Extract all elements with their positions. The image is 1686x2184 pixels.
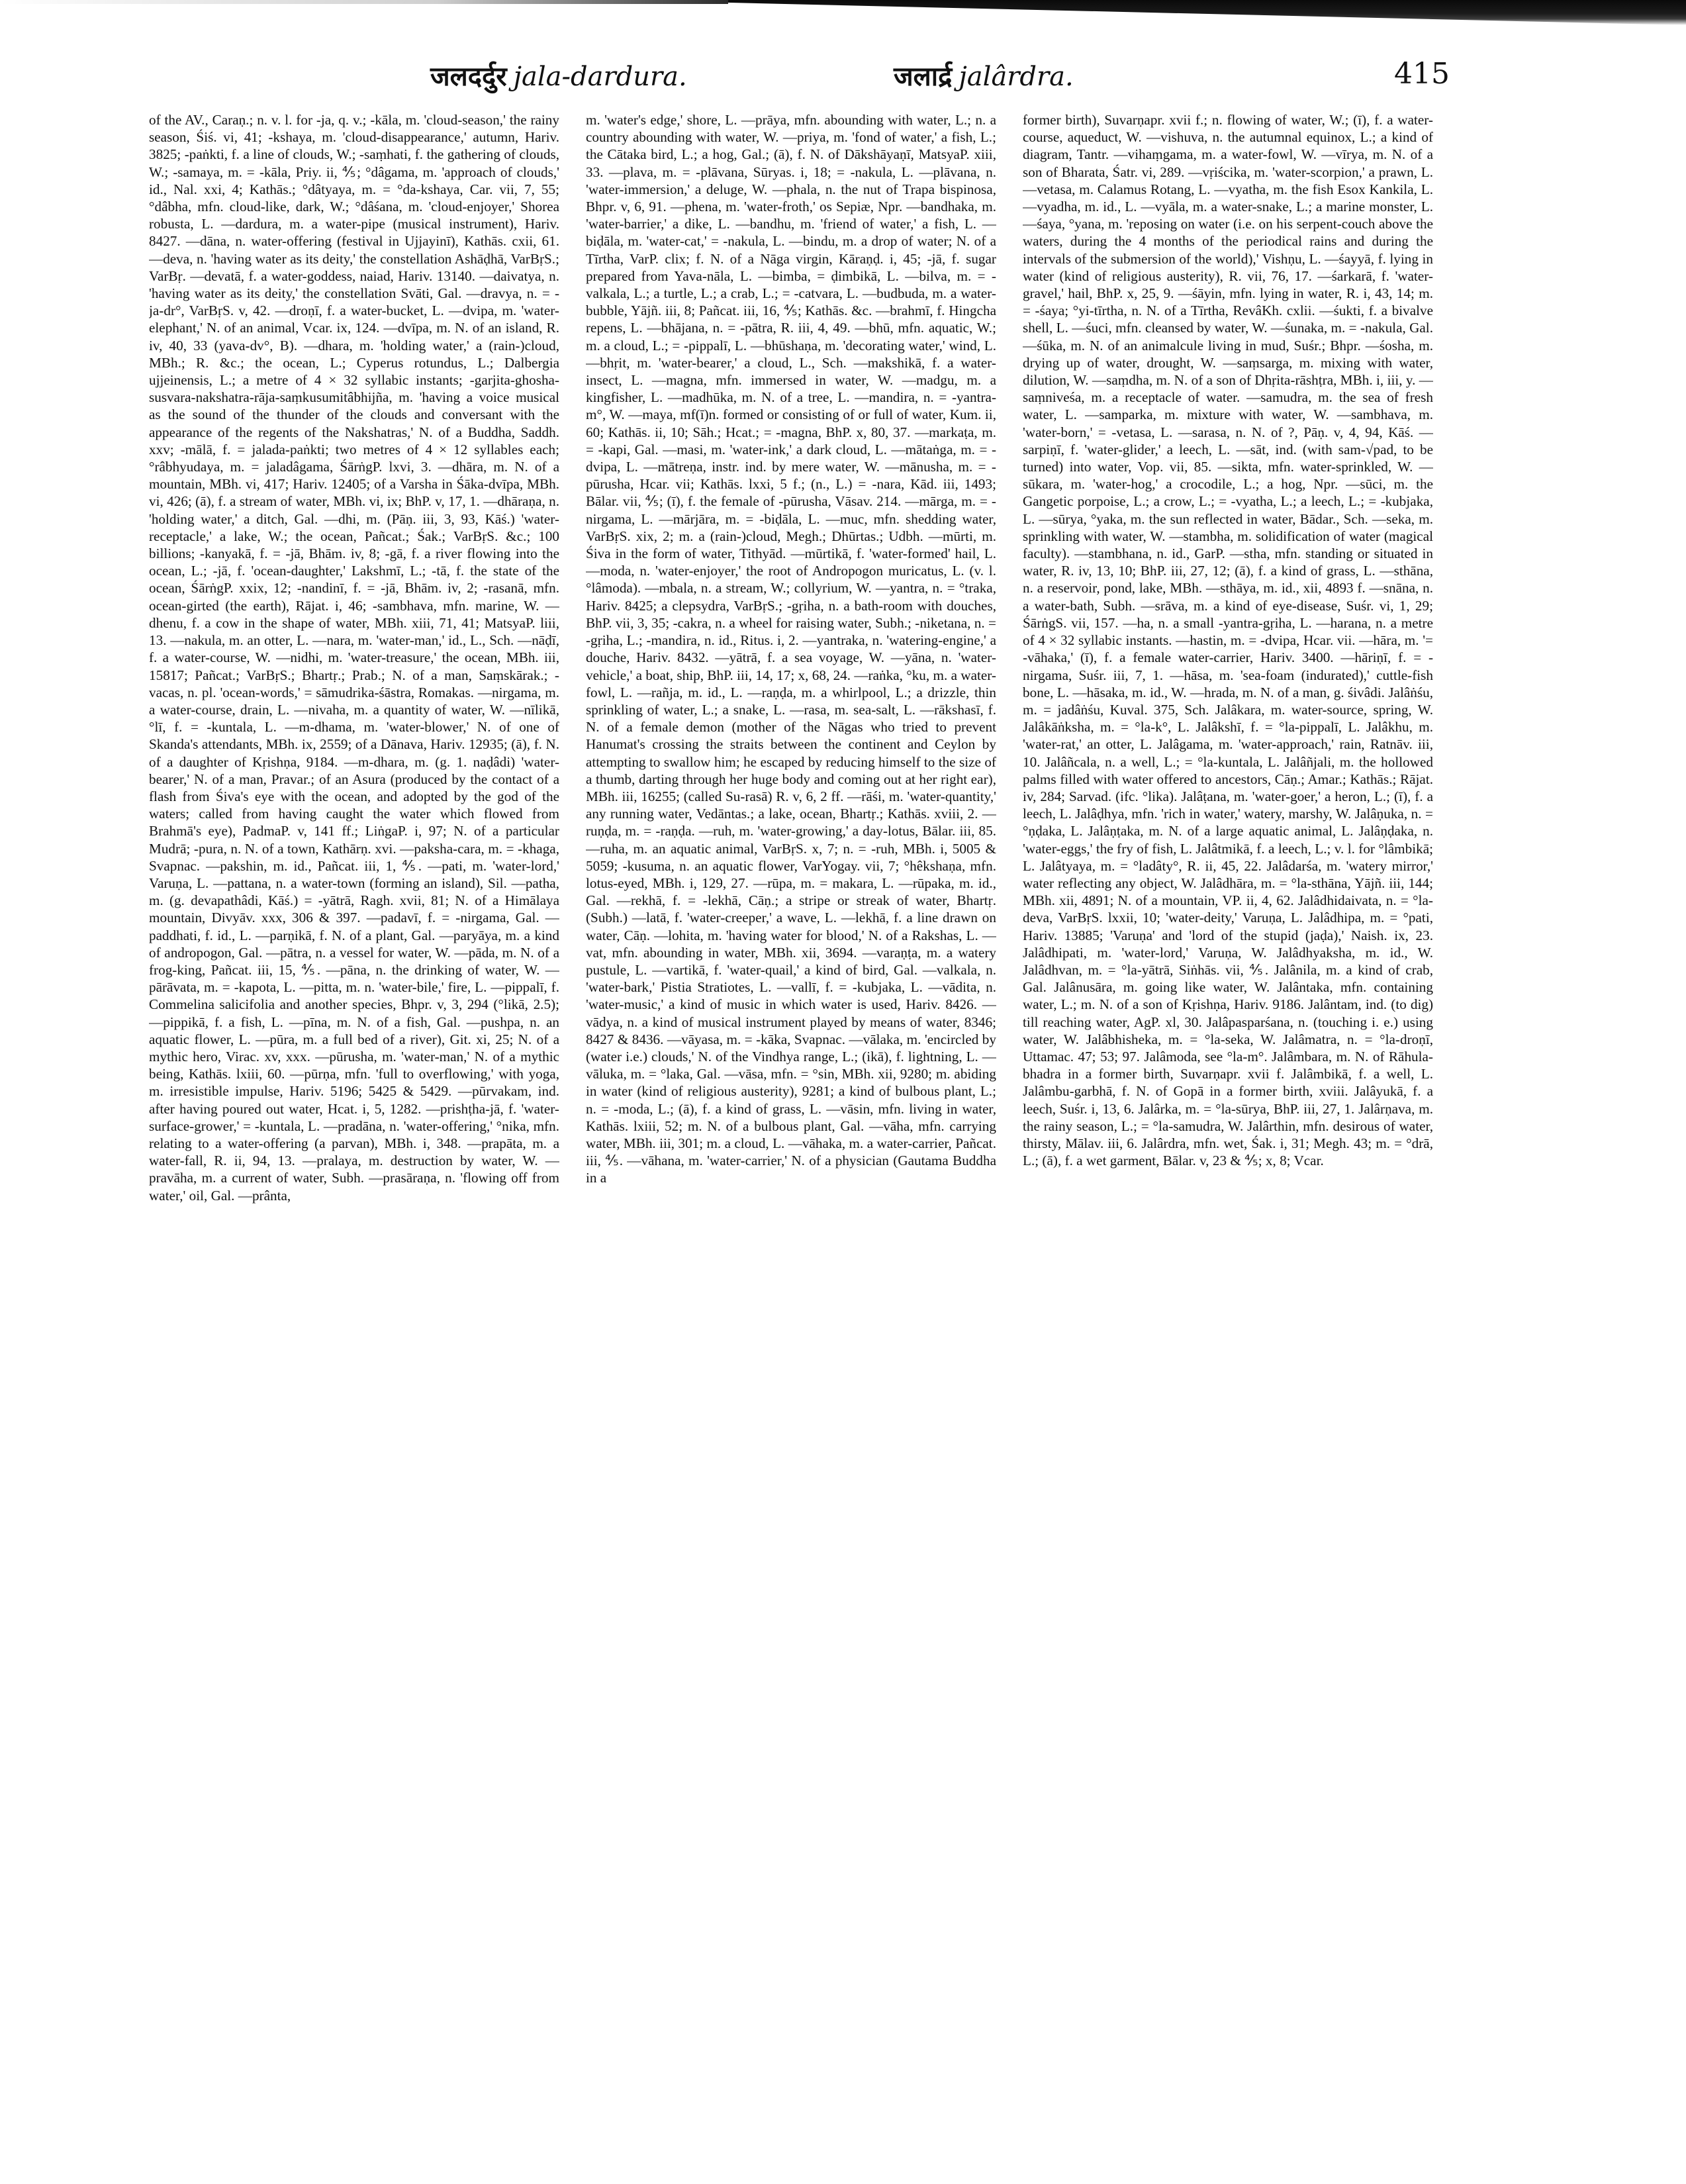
column-text: m. 'water's edge,' shore, L. —prāya, mfn. abounding with water, L.; n. a country abounding with water, W. —priya, m. 'fond of water,' a fish, L.; the Cātaka bird, L.; a hog, Gal.; (ā), f. N. of Dākshāyaṇī, MatsyaP. xiii, 33. —plava, m. = -plāvana, Sūryas. i, 18; = -nakula, L. —plāvana, n. 'water-immersion,' a deluge, W. —phala, n. the nut of Trapa bispinosa, Bhpr. v, 6, 91. —phena, m. 'water-froth,' os Sepiæ, Npr. —bandhaka, m. 'water-barrier,' a dike, L. —bandhu, m. 'friend of water,' a fish, L. —biḍāla, m. 'water-cat,' = -nakula, L. —bindu, m. a drop of water; N. of a Tīrtha, VarP. clix; f. N. of a Nāga virgin, Kāraṇḍ. i, 45; -jā, f. sugar prepared from Yava-nāla, L. —bimba, = ḍimbikā, L. —bilva, m. = -valkala, L.; a turtle, L.; a crab, L.; = -catvara, L. —budbuda, m. a water-bubble, Yājñ. iii, 8; Pañcat. iii, 16, ⅘; Kathās. &c. —brahmī, f. Hingcha repens, L. —bhājana, n. = -pātra, R. iii, 4, 49. —bhū, mfn. aquatic, W.; m. a cloud, L.; = -pippalī, L. —bhūshaṇa, m. 'decorating water,' wind, L. —bhṛit, m. 'water-bearer,' a cloud, L., Sch. —makshikā, f. a water-insect, L. —magna, mfn. immersed in water, W. —madgu, m. a kingfisher, L. —madhūka, m. N. of a tree, L. —mandira, n. = -yantra-m°, W. —maya, mf(ī)n. formed or consisting of or full of water, Kum. ii, 60; Kathās. ii, 10; Sāh.; Hcat.; = -magna, BhP. x, 80, 37. —markaṭa, m. = -kapi, Gal. —masi, m. 'water-ink,' a dark cloud, L. —mātaṅga, m. = -dvipa, L. —mātreṇa, instr. ind. by mere water, W. —mānusha, m. = -pūrusha, Hcar. vii; Kathās. lxxi, 5 f.; (n., L.) = -nara, Kād. iii, 1493; Bālar. vii, ⅘; (ī), f. the female of -pūrusha, Vāsav. 214. —mārga, m. = -nirgama, L. —mārjāra, m. = -biḍāla, L. —muc, mfn. shedding water, VarBṛS. xix, 2; m. a (rain-)cloud, Megh.; Dhūrtas.; Udbh. —mūrti, m. Śiva in the form of water, Tithyād. —mūrtikā, f. 'water-formed' hail, L. —moda, n. 'water-enjoyer,' the root of Andropogon muricatus, L. (v. l. °lâmoda). —mbala, n. a stream, W.; collyrium, W. —yantra, n. = °traka, Hariv. 8425; a clepsydra, VarBṛS.; -gṛiha, n. a bath-room with douches, BhP. vii, 3, 35; -cakra, n. a wheel for raising water, Subh.; -niketana, n. = -gṛiha, L.; -mandira, n. id., Ritus. i, 2. —yantraka, n. 'watering-engine,' a douche, Hariv. 8432. —yātrā, f. a sea voyage, W. —yāna, n. 'water-vehicle,' a boat, ship, BhP. iii, 14, 17; x, 68, 24. —raṅka, °ku, m. a water-fowl, L. —rañja, m. id., L. —raṇḍa, m. a whirlpool, L.; a drizzle, thin sprinkling of water, L.; a snake, L. —rasa, m. sea-salt, L. —rākshasī, f. N. of a female demon (mother of the Nāgas who tried to prevent Hanumat's crossing the straits between the continent and Ceylon by attempting to swallow him; he escaped by reducing himself to the size of a thumb, darting through her huge body and coming out at her right ear), MBh. iii, 16255; (called Su-rasā) R. v, 6, 2 ff. —rāśi, m. 'water-quantity,' any running water, Vedāntas.; a lake, ocean, Bhartṛ.; Kathās. xviii, 2. —ruṇḍa, m. = -raṇḍa. —ruh, m. 'water-growing,' a day-lotus, Bālar. iii, 85. —ruha, m. an aquatic animal, VarBṛS. x, 7; n. = -ruh, MBh. i, 5005 & 5059; -kusuma, n. an aquatic flower, VarYogay. vii, 7; °hêkshaṇa, mfn. lotus-eyed, MBh. i, 129, 27. —rūpa, m. = makara, L. —rūpaka, m. id., Gal. —rekhā, f. = -lekhā, Cāṇ.; a stripe or streak of water, Bhartṛ. (Subh.) —latā, f. 'water-creeper,' a wave, L. —lekhā, f. a line drawn on water, Cāṇ. —lohita, m. 'having water for blood,' N. of a Rakshas, L. —vat, mfn. abounding in water, MBh. xii, 3694. —varaṇṭa, m. a watery pustule, L. —vartikā, f. 'water-quail,' a kind of bird, Gal. —valkala, n. 'water-bark,' Pistia Stratiotes, L. —vallī, f. = -kubjaka, L. —vādita, n. 'water-music,' a kind of music in which water is used, Hariv. 8426. —vādya, n. a kind of musical instrument played by means of water, 8346; 8427 & 8436. —vāyasa, m. = -kāka, Svapnac. —vālaka, m. 'encircled by (water i.e.) clouds,' N. of the Vindhya range, L.; (ikā), f. lightning, L. —vāluka, m. = °laka, Gal. —vāsa, mfn. = °sin, MBh. xii, 9280; m. abiding in water (kind of religious austerity), 9281; a kind of bulbous plant, L.; n. = -moda, L.; (ā), f. a kind of grass, L. —vāsin, mfn. living in water, Kathās. lxiii, 52; m. N. of a bulbous plant, Gal. —vāha, mfn. carrying water, MBh. iii, 301; m. a cloud, L. —vāhaka, m. a water-carrier, Pañcat. iii, ⅘. —vāhana, m. 'water-carrier,' N. of a physician (Gautama Buddha in a: [586, 112, 996, 1186]
page-number: 415: [1394, 57, 1450, 91]
right-running-head-translit: jalârdra.: [959, 62, 1074, 92]
column-text: former birth), Suvarṇapr. xvii f.; n. flowing of water, W.; (ī), f. a water-course, aqueduct, W. —vishuva, n. the autumnal equinox, L.; a kind of diagram, Tantr. —vihaṃgama, m. a water-fowl, W. —vīrya, m. N. of a son of Bharata, Śatr. vi, 289. —vṛiścika, m. 'water-scorpion,' a prawn, L. —vetasa, m. Calamus Rotang, L. —vyatha, m. the fish Esox Kankila, L. —vyadha, m. id., L. —vyāla, m. a water-snake, L.; a marine monster, L. —śaya, °yana, m. 'reposing on water (i.e. on his serpent-couch above the waters, during the 4 months of the periodical rains and during the intervals of the submersion of the world),' Vishṇu, L. —śayyā, f. lying in water (kind of religious austerity), R. vii, 76, 17. —śarkarā, f. 'water-gravel,' hail, BhP. x, 25, 9. —śāyin, mfn. lying in water, R. i, 43, 14; m. = -śaya; °yi-tīrtha, n. N. of a Tīrtha, RevâKh. cxlii. —śukti, f. a bivalve shell, L. —śuci, mfn. cleansed by water, W. —śunaka, m. = -nakula, Gal. —śūka, m. N. of an animalcule living in mud, Suśr.; Bhpr. —śosha, m. drying up of water, drought, W. —saṃsarga, m. mixing with water, dilution, W. —saṃdha, m. N. of a son of Dhṛita-rāshṭra, MBh. i, iii, y. —saṃniveśa, m. a receptacle of water. —samudra, m. the sea of fresh water, L. —samparka, m. mixture with water, W. —sambhava, m. 'water-born,' = -vetasa, L. —sarasa, n. N. of ?, Pāṇ. v, 4, 94, Kāś. —sarpiṇī, f. 'water-glider,' a leech, L. —sāt, ind. (with sam-√pad, to be turned) into water, Vop. vii, 85. —sikta, mfn. water-sprinkled, W. —sūkara, m. 'water-hog,' a crocodile, L.; a hog, Npr. —sūci, m. the Gangetic porpoise, L.; a crow, L.; = -vyatha, L.; a leech, L.; = -kubjaka, L. —sūrya, °yaka, m. the sun reflected in water, Bādar., Sch. —seka, m. sprinkling with water, W. —stambha, m. solidification of water (magical faculty). —stambhana, n. id., GarP. —stha, mfn. standing or situated in water, R. iv, 13, 10; BhP. iii, 27, 12; (ā), f. a kind of grass, L. —sthāna, n. a reservoir, pond, lake, MBh. —sthāya, m. id., xii, 4893 f. —snāna, n. a water-bath, Subh. —srāva, m. a kind of eye-disease, Suśr. vi, 1, 29; ŚārṅgS. vii, 157. —ha, n. a small -yantra-gṛiha, L. —harana, n. a metre of 4 × 32 syllabic instants. —hastin, m. = -dvipa, Hcar. vii. —hāra, m. '= -vāhaka,' (ī), f. a female water-carrier, Hariv. 3400. —hāriṇī, f. = -nirgama, Suśr. iii, 7, 1. —hāsa, m. 'sea-foam (indurated),' cuttle-fish bone, L. —hāsaka, m. id., W. —hrada, m. N. of a man, g. śivâdi. Jalâṅśu, m. = jadâṅśu, Kuval. 375, Sch. Jalâkara, m. water-source, spring, W. Jalâkāṅksha, m. = °la-k°, L. Jalâkshī, f. = °la-pippalī, L. Jalâkhu, m. 'water-rat,' an otter, L. Jalâgama, m. 'water-approach,' rain, Ratnāv. iii, 10. Jalâñcala, n. a well, L.; = °la-kuntala, L. Jalâñjali, m. the hollowed palms filled with water offered to ancestors, Cāṇ.; Amar.; Kathās.; Rājat. iv, 284; Sarvad. (ifc. °lika). Jalâṭana, m. 'water-goer,' a heron, L.; (ī), f. a leech, L. Jalâḍhya, mfn. 'rich in water,' watery, marshy, W. Jalâṇuka, n. = °ṇḍaka, L. Jalâṇṭaka, m. N. of a large aquatic animal, L. Jalâṇḍaka, n. 'water-eggs,' the fry of fish, L. Jalâtmikā, f. a leech, L.; v. l. for °lâmbikā; L. Jalâtyaya, m. = °ladâty°, R. ii, 45, 22. Jalâdarśa, m. 'watery mirror,' water reflecting any object, W. Jalâdhāra, m. = °la-sthāna, Yājñ. iii, 144; MBh. xii, 4891; N. of a mountain, VP. ii, 4, 62. Jalâdhidaivata, n. = °la-deva, VarBṛS. lxxii, 10; 'water-deity,' Varuṇa, L. Jalâdhipa, m. = °pati, Hariv. 13885; 'Varuṇa' and 'lord of the stupid (jaḍa),' Naish. ix, 23. Jalâdhipati, m. 'water-lord,' Varuṇa, W. Jalâdhyaksha, m. id., W. Jalâdhvan, m. = °la-yātrā, Siṅhās. vii, ⅘. Jalânila, m. a kind of crab, Gal. Jalânusāra, m. going like water, W. Jalântaka, mfn. containing water, L.; m. N. of a son of Kṛishṇa, Hariv. 9186. Jalântam, ind. (to dig) till reaching water, AgP. xl, 30. Jalâpasparśana, n. (touching i. e.) using water, W. Jalâbhisheka, m. = °la-seka, W. Jalâmatra, n. = °la-droṇī, Uttamac. 47; 53; 97. Jalâmoda, see °la-m°. Jalâmbara, m. N. of Rāhula-bhadra in a former birth, Suvarṇapr. xvii f. Jalâmbikā, f. a well, L. Jalâmbu-garbhā, f. N. of Gopā in a former birth, xviii. Jalâyukā, f. a leech, Suśr. i, 13, 6. Jalârka, m. = °la-sūrya, BhP. iii, 27, 1. Jalârṇava, m. the rainy season, L.; = °la-samudra, W. Jalârthin, mfn. desirous of water, thirsty, Mālav. iii, 6. Jalârdra, mfn. wet, Śak. i, 31; Megh. 43; m. = °drā, L.; (ā), f. a wet garment, Bālar. v, 23 & ⅘; x, 8; Vcar.: [1023, 112, 1433, 1169]
left-running-head: [430, 57, 687, 93]
dictionary-column-2: [586, 111, 996, 2163]
page-header: [152, 52, 1450, 98]
dictionary-column-1: [149, 111, 559, 2163]
left-running-head-translit: jala-dardura.: [513, 62, 687, 92]
left-running-head-devanagari: जलदर्दुर: [430, 61, 507, 92]
right-running-head-devanagari: जलार्द्र: [894, 61, 953, 92]
dictionary-column-3: [1023, 111, 1433, 2163]
column-text: of the AV., Caraṇ.; n. v. l. for -ja, q. v.; -kāla, m. 'cloud-season,' the rainy season, Śiś. vi, 41; -kshaya, m. 'cloud-disappearance,' autumn, Hariv. 3825; -paṅkti, f. a line of clouds, W.; -saṃhati, f. the gathering of clouds, W.; -samaya, m. = -kāla, Priy. ii, ⅘; °dâgama, m. 'approach of clouds,' id., Nal. xxi, 4; Kathās.; °dâtyaya, m. = °da-kshaya, Car. vii, 7, 55; °dâbha, mfn. cloud-like, dark, W.; °dâśana, m. 'cloud-enjoyer,' Shorea robusta, L. —dardura, m. a water-pipe (musical instrument), Hariv. 8427. —dāna, n. water-offering (festival in Ujjayinī), Kathās. cxii, 61. —deva, n. 'having water as its deity,' the constellation Ashāḍhā, VarBṛS.; VarBṛ. —devatā, f. a water-goddess, naiad, Hariv. 13140. —daivatya, n. 'having water as its deity,' the constellation Svāti, Gal. —dravya, n. = -ja-dr°, VarBṛS. v, 42. —droṇī, f. a water-bucket, L. —dvipa, m. 'water-elephant,' N. of an animal, Vcar. ix, 124. —dvīpa, m. N. of an island, R. iv, 40, 33 (yava-dv°, B). —dhara, m. 'holding water,' a (rain-)cloud, MBh.; R. &c.; the ocean, L.; Cyperus rotundus, L.; Dalbergia ujjeinensis, L.; a metre of 4 × 32 syllabic instants; -garjita-ghosha-susvara-nakshatra-rāja-saṃkusumitâbhijña, m. 'having a voice musical as the sound of the thunder of the clouds and conversant with the appearance of the regents of the Nakshatras,' N. of a Buddha, Saddh. xxv; -mālā, f. = jalada-paṅkti; two metres of 4 × 12 syllables each; °râbhyudaya, m. = jaladâgama, ŚārṅgP. lxvi, 3. —dhāra, m. N. of a mountain, MBh. vi, 417; Hariv. 12405; of a Varsha in Śāka-dvīpa, MBh. vi, 426; (ā), f. a stream of water, MBh. vi, ix; BhP. v, 17, 1. —dhāraṇa, n. 'holding water,' a ditch, Gal. —dhi, m. (Pāṇ. iii, 3, 93, Kāś.) 'water-receptacle,' a lake, W.; the ocean, Pañcat.; Śak.; VarBṛS. &c.; 100 billions; -kanyakā, f. = -jā, Bhām. iv, 8; -gā, f. a river flowing into the ocean, L.; -jā, f. 'ocean-daughter,' Lakshmī, L.; -tā, f. the state of the ocean, ŚārṅgP. xxix, 12; -nandinī, f. = -jā, Bhām. iv, 2; -rasanā, mfn. ocean-girted (the earth), Rājat. i, 46; -sambhava, mfn. marine, W. —dhenu, f. a cow in the shape of water, MBh. xiii, 71, 41; MatsyaP. liii, 13. —nakula, m. an otter, L. —nara, m. 'water-man,' id., L., Sch. —nāḍī, f. a water-course, W. —nidhi, m. 'water-treasure,' the ocean, MBh. iii, 15817; Pañcat.; VarBṛS.; Bhartṛ.; Prab.; N. of a man, Saṃskārak.; -vacas, n. pl. 'ocean-words,' = sāmudrika-śāstra, Romakas. —nirgama, m. a water-course, drain, L. —nivaha, m. a quantity of water, W. —nīlikā, °lī, f. = -kuntala, L. —m-dhama, m. 'water-blower,' N. of one of Skanda's attendants, MBh. ix, 2559; of a Dānava, Hariv. 12935; (ā), f. N. of a daughter of Kṛishṇa, 9184. —m-dhara, m. (g. 1. naḍâdi) 'water-bearer,' N. of a man, Pravar.; of an Asura (produced by the contact of a flash from Śiva's eye with the ocean, and adopted by the god of the waters; called from having caught the water which flowed from Brahmā's eye), PadmaP. v, 141 ff.; LiṅgaP. i, 97; N. of a particular Mudrā; -pura, n. N. of a town, Kathārṇ. xvi. —paksha-cara, m. = -khaga, Svapnac. —pakshin, m. id., Pañcat. iii, 1, ⅘. —pati, m. 'water-lord,' Varuṇa, L. —pattana, n. a water-town (forming an island), Sil. —patha, m. (g. devapathâdi, Kāś.) = -yātrā, Ragh. xvii, 81; N. of a Himālaya mountain, Divyāv. xxx, 306 & 397. —padavī, f. = -nirgama, Gal. —paddhati, f. id., L. —parṇikā, f. N. of a plant, Gal. —paryāya, m. a kind of andropogon, Gal. —pātra, n. a vessel for water, W. —pāda, m. N. of a frog-king, Pañcat. iii, 15, ⅘. —pāna, n. the drinking of water, W. —pārāvata, m. = -kapota, L. —pitta, m. n. 'water-bile,' fire, L. —pippalī, f. Commelina salicifolia and another species, Bhpr. v, 3, 294 (°likā, 2.5); —pippikā, f. a fish, L. —pīna, m. N. of a fish, Gal. —pushpa, n. an aquatic flower, L. —pūra, m. a full bed of a river), Git. xi, 25; N. of a mythic hero, Virac. xv, xxx. —pūrusha, m. 'water-man,' N. of a mythic being, Kathās. lxiii, 60. —pūrṇa, mfn. 'full to overflowing,' with yoga, m. irresistible impulse, Hariv. 5196; 5425 & 5429. —pūrvakam, ind. after having poured out water, Hcat. i, 5, 1282. —prishṭha-jā, f. 'water-surface-grower,' = -kuntala, L. —pradāna, n. 'water-offering,' °nika, mfn. relating to a water-offering (a parvan), MBh. i, 348. —prapāta, m. a water-fall, R. ii, 94, 13. —pralaya, m. destruction by water, W. —pravāha, m. a current of water, Subh. —prasāraṇa, n. 'flowing off from water,' oil, Gal. —prânta,: [149, 112, 559, 1204]
right-running-head: [894, 57, 1074, 93]
scan-edge-shadow: [662, 0, 1686, 25]
scan-edge-fade: [0, 0, 728, 4]
